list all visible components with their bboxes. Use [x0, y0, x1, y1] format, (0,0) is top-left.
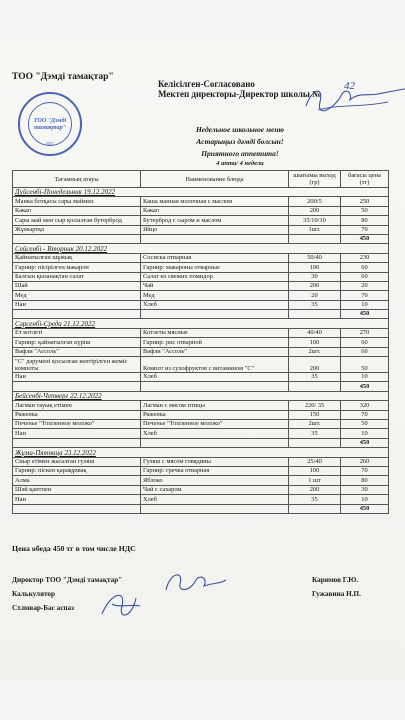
- cell-ru: Мед: [141, 291, 289, 300]
- cell-price: 60: [341, 338, 389, 347]
- cell-kz: "С" дәрумені қосылған кептірілген жеміс компоты: [13, 357, 141, 373]
- cell-yield: 200: [289, 281, 341, 290]
- cell-kz: Гарнир: піскен қарақұмық: [13, 466, 141, 475]
- col-ru-header: Наименование блюда: [141, 171, 289, 188]
- cell-price: 50: [341, 419, 389, 428]
- org-name: ТОО "Дэмді тамақтар": [12, 72, 114, 82]
- table-row: [13, 206, 389, 215]
- day-title: Дүйсенбі-Понедельник 19.12.2022: [13, 188, 389, 197]
- total-row: [13, 310, 389, 319]
- col-kz-header: Тағамның атауы: [13, 171, 141, 188]
- chef-label: Ст.повар-Бас аспаз: [12, 604, 75, 612]
- total-row: [13, 382, 389, 391]
- cell-ru: Каша манная молочная с маслом: [141, 197, 289, 206]
- cell-price: 10: [341, 495, 389, 504]
- table-row: [13, 357, 389, 373]
- cell-price: 50: [341, 206, 389, 215]
- director-label: Директор ТОО "Дэмді тамақтар": [12, 576, 123, 584]
- day-total: 450: [341, 382, 389, 391]
- cell-price: 320: [341, 401, 389, 410]
- col-yield-header: шығымы выход (гр): [289, 171, 341, 188]
- day-row: [13, 391, 389, 400]
- cell-ru: Какао: [141, 206, 289, 215]
- empty-cell: [13, 234, 141, 243]
- cell-kz: Печенье "Топленное молоко": [13, 419, 141, 428]
- empty-cell: [289, 310, 341, 319]
- empty-cell: [13, 382, 141, 391]
- table-row: [13, 410, 389, 419]
- cell-ru: Ряженка: [141, 410, 289, 419]
- empty-cell: [141, 504, 289, 513]
- table-row: [13, 338, 389, 347]
- menu-heading-4: 4 апта/ 4 недели: [216, 160, 264, 167]
- approver-label: Мектеп директоры-Директор школы №: [158, 89, 322, 99]
- cell-yield: 20: [289, 291, 341, 300]
- cell-yield: 100: [289, 263, 341, 272]
- cell-kz: Сиыр етімен жасалған гуляш: [13, 457, 141, 466]
- cell-yield: 150: [289, 410, 341, 419]
- table-row: [13, 466, 389, 475]
- cell-ru: Гарнир: макароны отварные: [141, 263, 289, 272]
- cell-kz: Шәй қантпен: [13, 485, 141, 494]
- cell-kz: Вафли "Ассоль": [13, 347, 141, 356]
- total-row: [13, 504, 389, 513]
- cell-kz: Нан: [13, 429, 141, 438]
- cell-ru: Гарнир: рис отварной: [141, 338, 289, 347]
- cell-yield: 50/40: [289, 253, 341, 262]
- cell-kz: Балғын қызанақтан салат: [13, 272, 141, 281]
- cell-price: 230: [341, 253, 389, 262]
- cell-price: 70: [341, 291, 389, 300]
- cell-price: 80: [341, 476, 389, 485]
- cell-ru: Печенье "Топленное молоко": [141, 419, 289, 428]
- total-row: [13, 234, 389, 243]
- table-row: [13, 476, 389, 485]
- empty-cell: [141, 310, 289, 319]
- cell-price: 20: [341, 281, 389, 290]
- cell-ru: Яйцо: [141, 225, 289, 234]
- table-row: [13, 263, 389, 272]
- table-row: [13, 485, 389, 494]
- company-stamp: [18, 92, 82, 156]
- cell-yield: 200: [289, 485, 341, 494]
- empty-cell: [289, 438, 341, 447]
- cell-ru: Лагман с мясом птицы: [141, 401, 289, 410]
- table-row: [13, 457, 389, 466]
- cell-ru: Вафли "Ассоль": [141, 347, 289, 356]
- cell-kz: Шай: [13, 281, 141, 290]
- empty-cell: [141, 234, 289, 243]
- table-row: [13, 419, 389, 428]
- agreed-label: Келісілген-Согласовано: [158, 79, 255, 89]
- menu-heading-2: Астарыңыз дәмді болсын!: [196, 137, 284, 146]
- table-row: [13, 281, 389, 290]
- day-title: Сәрсенбі-Среда 21.12.2022: [13, 319, 389, 328]
- cell-price: 10: [341, 300, 389, 309]
- table-row: [13, 197, 389, 206]
- cell-yield: 100: [289, 338, 341, 347]
- cell-ru: Яблоко: [141, 476, 289, 485]
- cell-yield: 2шт.: [289, 347, 341, 356]
- cell-yield: 200: [289, 206, 341, 215]
- table-row: [13, 495, 389, 504]
- day-row: [13, 188, 389, 197]
- cell-price: 70: [341, 225, 389, 234]
- cell-price: 60: [341, 272, 389, 281]
- cell-kz: Ет котлеті: [13, 328, 141, 337]
- stamp-text: ТОО "Дэмді тамақтар": [33, 118, 67, 131]
- table-row: [13, 347, 389, 356]
- cell-yield: 40/40: [289, 328, 341, 337]
- table-header-row: [13, 171, 389, 188]
- cell-kz: Нан: [13, 373, 141, 382]
- cell-price: 250: [341, 197, 389, 206]
- cell-kz: Гарнир: пісірілген макарон: [13, 263, 141, 272]
- empty-cell: [13, 310, 141, 319]
- cell-ru: Гарнир: гречка отварная: [141, 466, 289, 475]
- cell-yield: 1 шт: [289, 476, 341, 485]
- cell-kz: Сары май мен сыр қосылған бутерброд: [13, 216, 141, 225]
- cell-ru: Чай с сахаром: [141, 485, 289, 494]
- cell-yield: 200: [289, 357, 341, 373]
- cell-ru: Хлеб: [141, 300, 289, 309]
- director-name: Каримов Г.Ю.: [312, 576, 359, 584]
- cell-price: 50: [341, 357, 389, 373]
- empty-cell: [141, 382, 289, 391]
- table-row: [13, 216, 389, 225]
- table-row: [13, 300, 389, 309]
- cell-kz: Гарнир: қайнатылған күріш: [13, 338, 141, 347]
- day-total: 450: [341, 438, 389, 447]
- cell-ru: Сосиска отварная: [141, 253, 289, 262]
- cell-kz: Жұмыртқа: [13, 225, 141, 234]
- cell-yield: 100: [289, 466, 341, 475]
- cell-yield: 25/40: [289, 457, 341, 466]
- day-row: [13, 319, 389, 328]
- cell-kz: Қайнатылған шұжық: [13, 253, 141, 262]
- cell-price: 30: [341, 485, 389, 494]
- menu-table: [12, 170, 389, 514]
- empty-cell: [289, 382, 341, 391]
- cell-price: 10: [341, 429, 389, 438]
- col-price-header: бағасы цена (тг): [341, 171, 389, 188]
- cell-price: 260: [341, 457, 389, 466]
- table-row: [13, 225, 389, 234]
- cell-yield: 1шт.: [289, 225, 341, 234]
- cell-price: 10: [341, 373, 389, 382]
- cell-price: 80: [341, 216, 389, 225]
- cell-ru: Хлеб: [141, 429, 289, 438]
- stamp-sub: НДС: [45, 141, 55, 146]
- empty-cell: [289, 234, 341, 243]
- day-total: 450: [341, 234, 389, 243]
- price-note: Цена обеда 450 тг в том числе НДС: [12, 544, 136, 553]
- cell-kz: Ряженка: [13, 410, 141, 419]
- cell-kz: Лагман тауық етімен: [13, 401, 141, 410]
- cell-ru: Хлеб: [141, 495, 289, 504]
- day-row: [13, 244, 389, 253]
- cell-kz: Манка ботқасы сары маймен: [13, 197, 141, 206]
- cell-yield: 35: [289, 373, 341, 382]
- cell-kz: Нан: [13, 495, 141, 504]
- cell-yield: 35: [289, 429, 341, 438]
- cell-yield: 200/5: [289, 197, 341, 206]
- calculator-label: Калькулятор: [12, 590, 56, 598]
- cell-ru: Компот из сухофруктов с витамином "С": [141, 357, 289, 373]
- cell-price: 270: [341, 328, 389, 337]
- school-number: 42: [344, 80, 355, 92]
- cell-yield: 35/10/10: [289, 216, 341, 225]
- cell-ru: Гуляш с мясом говядины: [141, 457, 289, 466]
- cell-kz: Алма: [13, 476, 141, 485]
- cell-yield: 35: [289, 300, 341, 309]
- day-total: 450: [341, 504, 389, 513]
- cell-kz: Нан: [13, 300, 141, 309]
- cell-yield: 30: [289, 272, 341, 281]
- cell-price: 60: [341, 347, 389, 356]
- cell-ru: Чай: [141, 281, 289, 290]
- empty-cell: [13, 438, 141, 447]
- total-row: [13, 438, 389, 447]
- table-row: [13, 373, 389, 382]
- empty-cell: [141, 438, 289, 447]
- cell-price: 60: [341, 263, 389, 272]
- cell-ru: Хлеб: [141, 373, 289, 382]
- day-title: Сейсенбі - Вторник 20.12.2022: [13, 244, 389, 253]
- menu-heading-1: Недельное школьное меню: [195, 125, 285, 134]
- empty-cell: [289, 504, 341, 513]
- day-title: Бейсенбі-Четверг 22.12.2022: [13, 391, 389, 400]
- day-row: [13, 448, 389, 457]
- cell-kz: Какао: [13, 206, 141, 215]
- table-row: [13, 253, 389, 262]
- day-title: Жұма-Пятница 23.12.2022: [13, 448, 389, 457]
- menu-body: [13, 188, 389, 514]
- cell-ru: Бутерброд с сыром и маслом: [141, 216, 289, 225]
- cell-kz: Мед: [13, 291, 141, 300]
- table-row: [13, 401, 389, 410]
- day-total: 450: [341, 310, 389, 319]
- table-row: [13, 328, 389, 337]
- empty-cell: [13, 504, 141, 513]
- cell-yield: 35: [289, 495, 341, 504]
- cell-ru: Салат из свежих помидор: [141, 272, 289, 281]
- director-signature: [160, 566, 230, 600]
- cell-yield: 220/ 35: [289, 401, 341, 410]
- cell-ru: Котлеты мясные: [141, 328, 289, 337]
- table-row: [13, 272, 389, 281]
- calculator-signature: [96, 584, 146, 624]
- cell-yield: 2шт.: [289, 419, 341, 428]
- cell-price: 70: [341, 466, 389, 475]
- table-row: [13, 429, 389, 438]
- menu-heading-3: Приятного аппетита!: [201, 149, 279, 158]
- table-row: [13, 291, 389, 300]
- cell-price: 70: [341, 410, 389, 419]
- calculator-name: Гужавина Н.П.: [312, 590, 361, 598]
